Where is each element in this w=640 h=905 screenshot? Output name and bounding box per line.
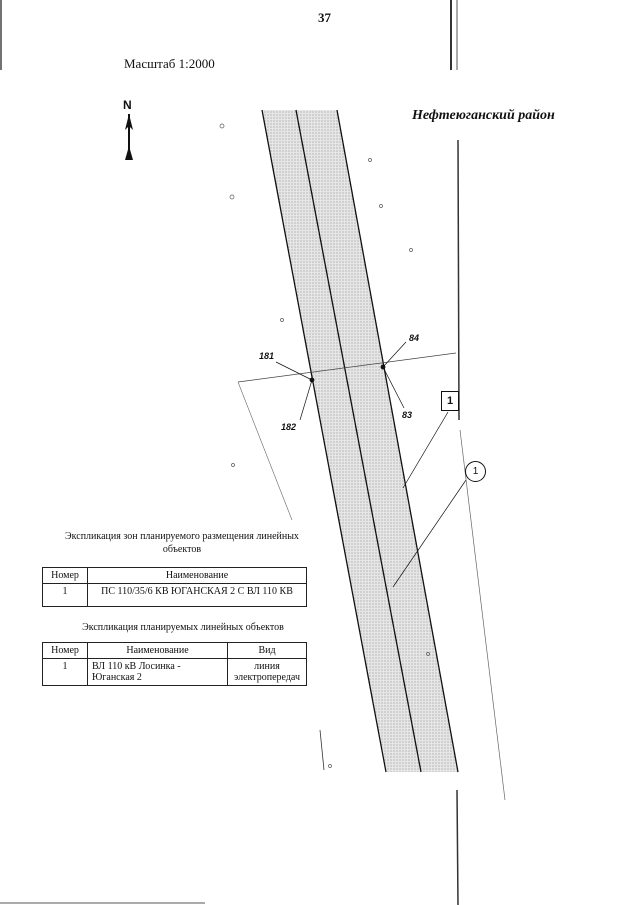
table-row [43, 659, 307, 686]
table-header-row [43, 568, 307, 584]
point-label-84: 84 [409, 333, 420, 343]
table-header: Номер [43, 643, 88, 659]
table-header: Наименование [88, 643, 228, 659]
table-header: Вид [228, 643, 307, 659]
page-number: 37 [318, 10, 331, 25]
table-cell: 1 [43, 659, 88, 686]
north-letter: N [123, 98, 132, 112]
table-cell: ВЛ 110 кВ Лосинка - Юганская 2 [88, 659, 228, 686]
zones-table [42, 567, 307, 607]
table1-caption: Экспликация зон планируемого размещения линейных объектов [65, 531, 299, 555]
table-header: Наименование [88, 568, 307, 584]
table-row [43, 584, 307, 607]
table-cell: ПС 110/35/6 КВ ЮГАНСКАЯ 2 С ВЛ 110 КВ [88, 584, 307, 607]
object-marker: 1 [465, 461, 486, 482]
table2-caption: Экспликация планируемых линейных объектов [82, 622, 284, 633]
district-label: Нефтеюганский район [412, 108, 555, 123]
point-label-181: 181 [259, 351, 275, 361]
table-header-row [43, 643, 307, 659]
point-label-83: 83 [402, 410, 413, 420]
point-label-182: 182 [281, 422, 297, 432]
table-cell: линия электропередач [228, 659, 307, 686]
zone-marker: 1 [441, 391, 459, 411]
table-header: Номер [43, 568, 88, 584]
objects-table [42, 642, 307, 686]
power-line-axis [296, 110, 421, 772]
scale-label: Масштаб 1:2000 [124, 56, 215, 71]
table-cell: 1 [43, 584, 88, 607]
